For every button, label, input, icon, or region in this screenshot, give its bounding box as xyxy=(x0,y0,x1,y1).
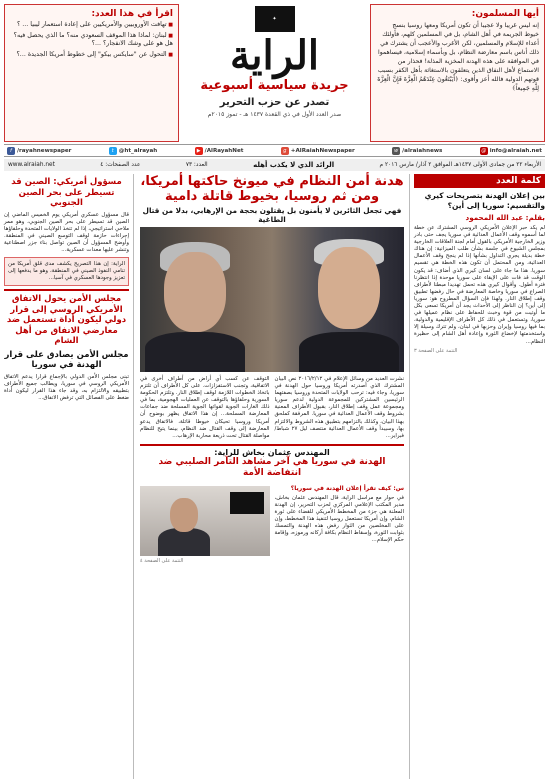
youtube-icon: ▶ xyxy=(195,147,203,155)
masthead xyxy=(4,4,545,142)
appeal-text: إنه ليس غريبا ولا عجيبا أن تكون أمريكا ومعها روسيا بنسج خيوط الجريمة في أهل الشام، بل في المسلمين كلهم، فأولئك أعداء للإسلام والمسلمين، لكن الأغرب والأعجب أن يشترك في ذلك أناس باسم معارضة النظام، بل وبأسماء إسلامية، فيساهموا في الموافقة على هذه الهدنة المخزية المذلة! فحذار من الاستماع لأهل النفاق الذين يتعلقون بالاستغاثة بأهل الكفر بسبب قوتهم الدولية فالله أعز وأقوى: ﴿أَيَبْتَغُونَ عِنْدَهُمُ الْعِزَّةَ فَإِنَّ الْعِزَّةَ لِلَّهِ جَمِيعاً﴾ xyxy=(377,22,539,92)
security-council-story-body: تبنى مجلس الأمن الدولي بالإجماع قرارا يدعم الاتفاق الأمريكي الروسي في سوريا، ويطالب جميع الأطراف بتطبيقه والالتزام به، وقد جاء هذا القرار ليكون أداة ضغط على الفصائل التي ترفض الاتفاق... xyxy=(4,373,129,402)
motto: الرائد الذي لا يكذب أهله xyxy=(253,161,335,169)
in-this-issue-box xyxy=(4,4,179,142)
interview-question: س: كيف تقرأ إعلان الهدنة في سوريا؟ xyxy=(290,484,404,492)
interview-kicker: المهندس عثمان بخاش للراية: xyxy=(214,447,330,457)
editorial-author: بقلم: عبد الله المحمود xyxy=(465,213,545,222)
editorial-section-title: كلمة العدد xyxy=(414,174,545,188)
first-issue-line: صدر العدد الأول في ذي القعدة ١٤٣٧ هـ - تموز ٢٠١٥م xyxy=(207,111,342,118)
logo-text: الراية xyxy=(229,32,320,79)
security-council-story-title[interactable]: مجلس الأمن يحول الاتفاق الأمريكي الروسي إلى قرار دولي ليكون أداة تستعمل ضد معارضي الاتفاق من أهل الشام xyxy=(6,294,127,347)
china-story-title[interactable]: مسؤول أمريكي: الصين قد تسيطر على بحر الصين الجنوبي xyxy=(11,177,122,208)
portrait xyxy=(170,498,198,532)
youtube-link[interactable]: ▶ /AlRayahNet xyxy=(195,147,244,155)
interview-title[interactable]: الهدنة في سوريا هي آخر مشاهد التآمر الصليبي ضد انتفاضة الأمة xyxy=(158,456,386,478)
twitter-link[interactable]: t @ht_alrayah xyxy=(109,147,158,155)
lead-text-col1: نشرت العديد من وسائل الإعلام في ٢٠١٦/٢/١٢ نص البيان المشترك الذي أصدرته أمريكا وروسيا حول الهدنة في سوريا، وجاء فيه: ترحب الولايات المتحدة وروسيا بصفتهما الرئيسين المشتركين للمجموعة الدولية لدعم سوريا ومجموعة عمل وقف إطلاق النار، بقبول الأطراف المعنية بشروط وقف الأعمال العدائية في سوريا. المرفقة كملحق بهذا البيان، وكذلك بالتزامهم بتطبيق هذه الشروط والالتزام بها، وسيبدأ وقف الأعمال العدائية منتصف ليل ٢٧ شباط/فبراير... xyxy=(274,376,404,439)
issue-item[interactable]: ■ لبنان: لماذا هذا الموقف السعودي منه؟ ما الذي يحصل فيه؟ هل هو على وشك الانفجار؟ ...؟ xyxy=(10,32,173,49)
interview-header xyxy=(140,444,404,479)
lead-story xyxy=(140,174,404,779)
lead-headline[interactable]: هدنة أمن النظام في ميونخ حاكتها أمريكا، ومن ثم روسيا، بخيوط قاتلة دامية xyxy=(140,174,404,204)
issue-number: العدد: ٧٣ xyxy=(185,162,208,168)
editorial-body: لم يكد حبر الإعلان الأمريكي الروسي المشترك عن خطة لما أسموه وقف الأعمال العدائية في سوريا يجف حتى بادر وزير الخارجية الأمريكي بالقول أمام لجنة العلاقات الخارجية بمجلس الشيوخ في جلسة بشأن طلب الميزانية: إن هناك خطة بديلة يجري التداول بشأنها إذا لم ينجح وقف الأعمال العدائية، ومن المحتمل أن تكون هذه الخطة هي تقسيم سوريا. هذا ما جاء على لسان كيري الذي أضاف: قد يكون الوقت قد فات على الإبقاء على سوريا موحدة إذا انتظرنا فترة أطول. وأقوال كيري هذه تحمل تهديدا مبطنا لأطراف الصراع في سوريا وخاصة المعارضة في حال رفضها تطبيق وقف إطلاق النار. ولهذا فإن السؤال المطروح هو: سوريا إلى أين؟ إن الناظر إلى الأحداث يجد أن أمريكا تسعى بكل ما أوتيت من قوة وخبث للحفاظ على نظام عميلها في سوريا، وتستعمل في ذلك كل الأطراف الإقليمية والدولية، بما فيها روسيا وإيران وحزبها في لبنان، ولم تترك وسيلة إلا واستخدمتها لإخضاع الثورة وإعادة أهل الشام إلى حظيرة النظام... xyxy=(414,225,545,345)
issue-date: الأربعاء ٢٢ من جمادى الأولى ١٤٣٧هـ الموافق ٢ آذار/ مارس ٢٠١٦ م xyxy=(379,162,541,168)
column-divider xyxy=(4,289,129,291)
editorial-continued[interactable]: التتمة على الصفحة ٣ xyxy=(414,347,458,354)
china-story-body: قال مسؤول عسكري أمريكي يوم الخميس الماضي إن الصين قد تسيطر على بحر الصين الجنوبي، وهو ممر ملاحي استراتيجي، إذا لم تتخذ الولايات المتحدة وحلفاؤها إجراءات حازمة لوقف التوسع الصيني في المنطقة. وأوضح المسؤول أن الصين تواصل بناء جزر اصطناعية وتنشر عليها معدات عسكرية... xyxy=(4,211,129,253)
interview-body xyxy=(140,483,404,564)
editorial-column xyxy=(409,174,545,779)
in-this-issue-list xyxy=(10,21,173,59)
flag-icon: ✦ xyxy=(255,6,295,32)
issue-item[interactable]: ■ التحول عن "سايكس بيكو" إلى خطوط أمريكا الجديدة ...؟ xyxy=(10,51,173,60)
interview-continued[interactable]: التتمة على الصفحة ٤ xyxy=(140,557,184,564)
gplus-link[interactable]: g +AlRaiahNewspaper xyxy=(281,147,355,155)
logo-subtitle: جريدة سياسية أسبوعية xyxy=(200,78,349,93)
website-link[interactable]: www.alraiah.net xyxy=(8,162,55,168)
interview-photo xyxy=(140,486,270,556)
issue-item[interactable]: ■ تهافت الأوروبيين والأمريكيين على إعادة استعمار ليبيا ... ؟ xyxy=(10,21,173,30)
lead-photo xyxy=(140,227,404,372)
portrait-left xyxy=(164,252,226,332)
page-count: عدد الصفحات: ٤ xyxy=(100,162,141,168)
facebook-icon: f xyxy=(7,147,15,155)
web-icon: w xyxy=(394,147,399,154)
lead-subhead: فهي تجعل الثائرين لا يأمنون بل يقتلون بحجة من الإرهابي، بدلا من قتال الطاغية xyxy=(142,206,402,224)
editorial-title[interactable]: بين إعلان الهدنة بتصريحات كيري والتقسيم: سوريا إلى أين؟ xyxy=(424,191,545,210)
in-this-issue-title: اقرأ في هذا العدد: xyxy=(91,9,173,19)
web-link[interactable]: w /alraiahnews xyxy=(394,147,443,154)
security-council-story-sub: مجلس الأمن يصادق على قرار الهدنة في سوريا xyxy=(4,349,129,371)
portrait-right xyxy=(318,247,380,329)
publisher-line: تصدر عن حزب التحرير xyxy=(219,97,330,108)
flag-icon xyxy=(230,492,264,514)
china-story-comment: الراية: إن هذا التصريح يكشف مدى قلق أمريكا من تنامي النفوذ الصيني في المنطقة، وهو ما يدفعها إلى تعزيز وجودها العسكري في آسيا... xyxy=(4,257,129,286)
appeal-title: أيها المسلمون: xyxy=(471,9,539,19)
interview-answer: في حوار مع مراسل الراية، قال المهندس عثمان بخاش، مدير المكتب الإعلامي المركزي لحزب التحرير، إن الهدنة المعلنة هي جزء من المخطط الأمريكي للقضاء على ثورة الشام، وإن أمريكا تستعمل روسيا لتنفيذ هذا المخطط، وإن على المخلصين من الثوار رفض هذه الهدنة والتمسك بثوابت الثورة، وإسقاط النظام بكافة أركانه ورموزه، وإقامة حكم الإسلام... xyxy=(274,494,404,544)
date-bar xyxy=(4,159,545,171)
email-icon: @ xyxy=(481,147,487,154)
social-bar xyxy=(4,144,545,157)
email-link[interactable]: @ info@alraiah.net xyxy=(481,147,542,154)
lead-text-columns xyxy=(140,376,404,440)
twitter-icon: t xyxy=(109,147,117,155)
newspaper-logo[interactable] xyxy=(184,4,365,142)
editorial-appeal-box xyxy=(370,4,545,142)
gplus-icon: g xyxy=(281,147,289,155)
lead-text-col2: التوقف عن كسب أي أراض من أطراف أخرى في الاتفاقية، وتجنب الاستفزازات. على كل الأطراف أن تلتزم باتخاذ الخطوات اللازمة لوقف إطلاق النار. وتلتزم الحكومة السورية وحلفاؤها بالتوقف عن العمليات الهجومية، بما في ذلك الغارات الجوية لقواتها الجوية المسلحة ضد جماعات المعارضة المسلحة... إن هذا الاتفاق يظهر بوضوح أن أمريكا وروسيا تحيكان خيوطا قاتلة، فالاتفاق يدعو المعارضة إلى وقف القتال ضد النظام، بينما يتيح للنظام مواصلة القتال تحت ذريعة محاربة الإرهاب... xyxy=(140,376,270,439)
news-column xyxy=(4,174,134,779)
facebook-link[interactable]: f /rayahnewspaper xyxy=(7,147,71,155)
